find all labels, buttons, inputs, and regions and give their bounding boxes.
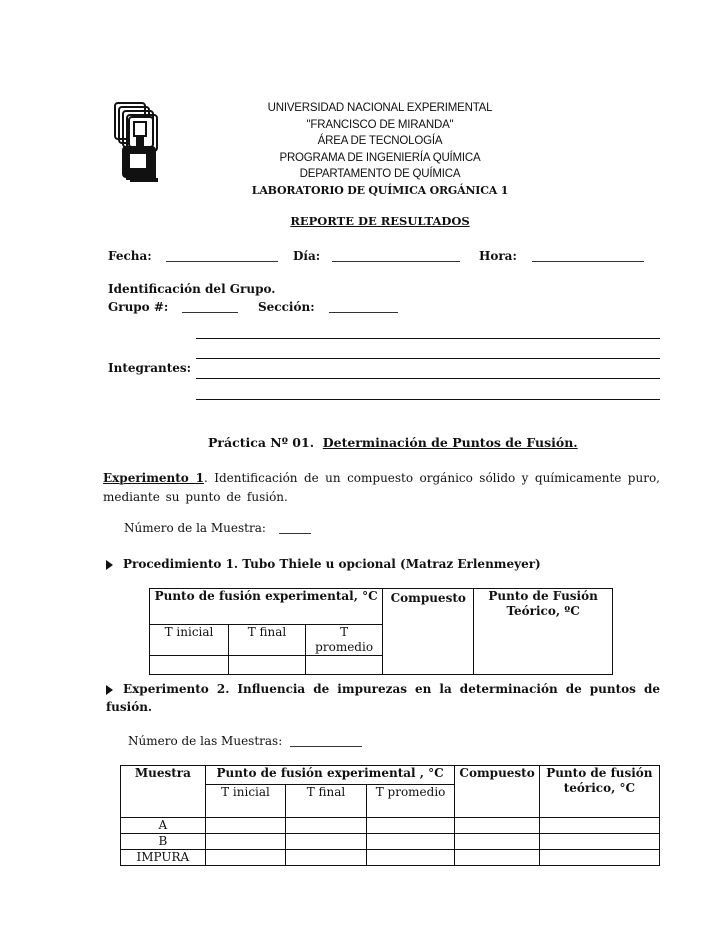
exp1-cell-tfinal[interactable] xyxy=(229,656,306,675)
table-cell[interactable] xyxy=(539,818,659,834)
grupo-label: Grupo #: xyxy=(108,300,169,314)
experiment1-paragraph xyxy=(103,469,660,507)
university-logo xyxy=(112,100,162,184)
dia-blank[interactable] xyxy=(332,249,460,262)
exp2-header-compuesto: Compuesto xyxy=(455,766,539,818)
experiment2-title: Experimento 2. Influencia de impurezas en la determinación de puntos de fusión. xyxy=(106,682,660,714)
exp2-row-label: IMPURA xyxy=(121,850,206,866)
dia-label: Día: xyxy=(293,249,321,263)
table-cell[interactable] xyxy=(205,834,286,850)
table-cell[interactable] xyxy=(205,850,286,866)
procedure1-heading xyxy=(106,557,541,571)
arrow-bullet-icon xyxy=(106,560,113,570)
exp1-header-teorico: Punto de Fusión Teórico, ºC xyxy=(474,589,613,675)
practice-number: Práctica Nº 01. xyxy=(208,435,315,450)
experiment1-text: . Identificación de un compuesto orgánico sólido y químicamente puro, mediante su punto de fusión. xyxy=(103,471,660,504)
integrantes-line-3[interactable] xyxy=(196,378,660,379)
department-name: DEPARTAMENTO DE QUÍMICA xyxy=(299,168,461,180)
fecha-blank[interactable] xyxy=(166,249,278,262)
sample-number-label: Número de la Muestra: xyxy=(124,521,266,535)
table-cell[interactable] xyxy=(455,850,539,866)
hora-blank[interactable] xyxy=(532,249,644,262)
seccion-label: Sección: xyxy=(258,300,315,314)
practice-heading xyxy=(208,435,578,450)
table-cell[interactable] xyxy=(539,850,659,866)
integrantes-line-4[interactable] xyxy=(196,399,660,400)
hora-label: Hora: xyxy=(479,249,517,263)
samples-number-blank[interactable] xyxy=(290,734,362,747)
table-cell[interactable] xyxy=(366,834,455,850)
exp2-row-label: B xyxy=(121,834,206,850)
exp1-cell-tpromedio[interactable] xyxy=(306,656,383,675)
group-identification: Identificación del Grupo. xyxy=(108,282,276,296)
fecha-label: Fecha: xyxy=(108,249,152,263)
experiment1-table xyxy=(149,588,613,675)
exp1-header-experimental: Punto de fusión experimental, °C xyxy=(150,589,383,625)
lab-name: LABORATORIO DE QUÍMICA ORGÁNICA 1 xyxy=(251,183,509,197)
experiment2-heading xyxy=(106,680,660,716)
table-cell[interactable] xyxy=(455,818,539,834)
samples-number-label: Número de las Muestras: xyxy=(128,734,283,748)
exp2-header-teorico: Punto de fusión teórico, °C xyxy=(539,766,659,818)
table-cell[interactable] xyxy=(286,834,366,850)
exp2-sub-tfinal: T final xyxy=(286,785,366,818)
exp1-sub-tinicial: T inicial xyxy=(150,625,229,656)
grupo-blank[interactable] xyxy=(182,300,238,313)
table-cell[interactable] xyxy=(366,850,455,866)
arrow-bullet-icon xyxy=(106,685,113,695)
area-name: ÁREA DE TECNOLOGÍA xyxy=(317,135,443,147)
university-named: "FRANCISCO DE MIRANDA" xyxy=(306,118,454,131)
exp1-sub-tpromedio: T promedio xyxy=(306,625,383,656)
integrantes-label: Integrantes: xyxy=(108,361,192,375)
exp2-header-experimental: Punto de fusión experimental , °C xyxy=(205,766,455,785)
experiment2-table xyxy=(120,765,660,866)
integrantes-line-1[interactable] xyxy=(196,338,660,339)
practice-title: Determinación de Puntos de Fusión. xyxy=(322,435,578,450)
table-cell[interactable] xyxy=(286,818,366,834)
program-name: PROGRAMA DE INGENIERÍA QUÍMICA xyxy=(279,151,481,164)
report-title: REPORTE DE RESULTADOS xyxy=(290,214,470,228)
exp1-header-compuesto: Compuesto xyxy=(383,589,474,675)
experiment1-label: Experimento 1 xyxy=(103,471,204,485)
exp2-row-label: A xyxy=(121,818,206,834)
exp2-sub-tinicial: T inicial xyxy=(205,785,286,818)
exp1-sub-tfinal: T final xyxy=(229,625,306,656)
procedure1-text: Procedimiento 1. Tubo Thiele u opcional (Matraz Erlenmeyer) xyxy=(123,557,541,571)
exp2-header-muestra: Muestra xyxy=(121,766,206,818)
exp2-sub-tpromedio: T promedio xyxy=(366,785,455,818)
table-cell[interactable] xyxy=(286,850,366,866)
table-cell[interactable] xyxy=(366,818,455,834)
exp1-cell-tinicial[interactable] xyxy=(150,656,229,675)
table-cell[interactable] xyxy=(205,818,286,834)
table-cell[interactable] xyxy=(539,834,659,850)
university-name: UNIVERSIDAD NACIONAL EXPERIMENTAL xyxy=(267,102,493,114)
integrantes-line-2[interactable] xyxy=(196,358,660,359)
seccion-blank[interactable] xyxy=(329,300,398,313)
sample-number-blank[interactable] xyxy=(279,521,311,534)
table-cell[interactable] xyxy=(455,834,539,850)
institution-header xyxy=(220,100,540,199)
